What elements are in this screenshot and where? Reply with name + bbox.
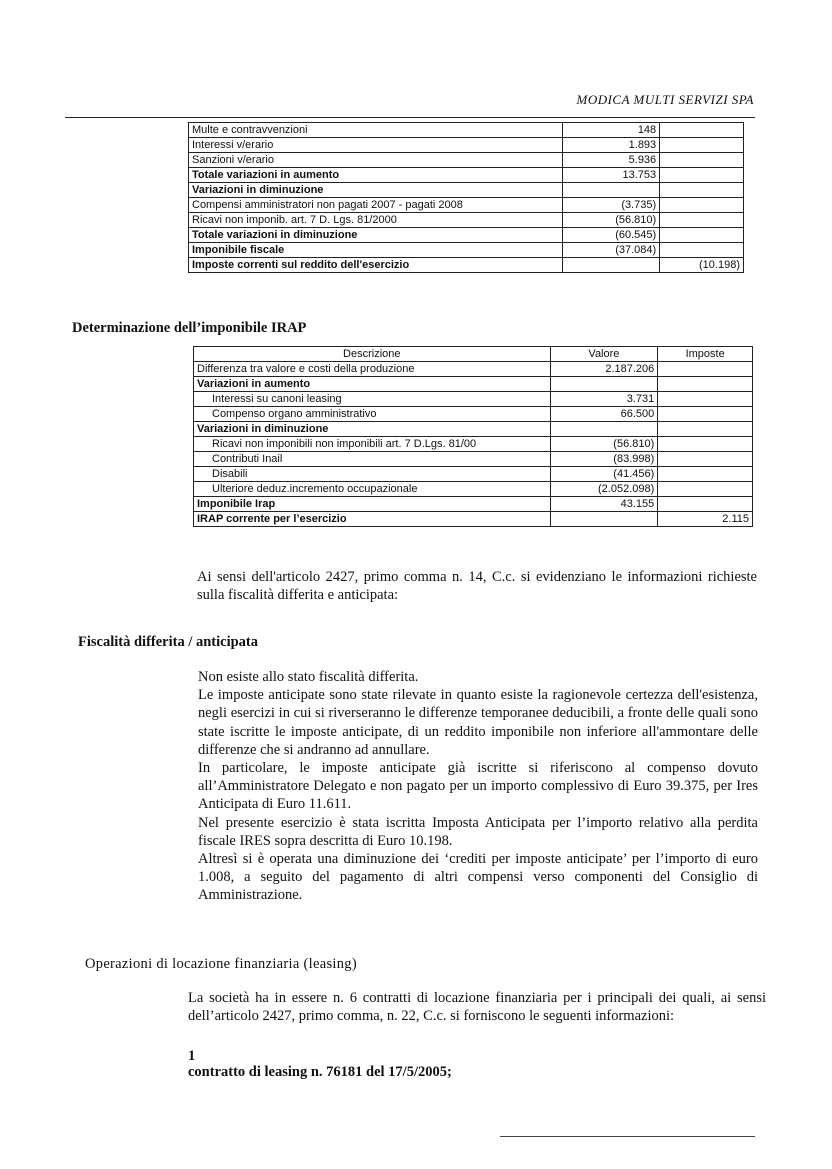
row-value: (41.456) [550,467,658,482]
row-label: Contributi Inail [194,452,551,467]
row-value [563,258,660,273]
row-tax: 2.115 [658,512,753,527]
table-row [189,138,744,153]
leasing-item-number: 1 [188,1048,196,1064]
row-tax [660,243,744,258]
row-tax [658,362,753,377]
row-value: (56.810) [563,213,660,228]
row-tax [660,138,744,153]
row-value: 2.187.206 [550,362,658,377]
row-label: Interessi v/erario [189,138,563,153]
row-value: (37.084) [563,243,660,258]
row-value: 5.936 [563,153,660,168]
table-row [189,153,744,168]
row-label: Differenza tra valore e costi della produzione [194,362,551,377]
table-row [194,362,753,377]
row-label: Compenso organo amministrativo [194,407,551,422]
row-value: 3.731 [550,392,658,407]
table-row [194,482,753,497]
row-label: Ulteriore deduz.incremento occupazionale [194,482,551,497]
intro-paragraph: Ai sensi dell'articolo 2427, primo comma n. 14, C.c. si evidenziano le informazioni richieste sulla fiscalità differita e anticipata: [197,569,757,604]
fiscal-paragraph: In particolare, le imposte anticipate già iscritte si riferiscono al compenso dovuto all’Amministratore Delegato e non pagato per un importo complessivo di Euro 39.375, per Ires Anticipata di Euro 11.611. [198,760,758,813]
table-row [194,422,753,437]
row-tax [660,168,744,183]
row-tax [658,392,753,407]
row-label: Ricavi non imponib. art. 7 D. Lgs. 81/2000 [189,213,563,228]
row-value: (60.545) [563,228,660,243]
row-tax [658,467,753,482]
table-row [194,377,753,392]
row-tax [658,377,753,392]
row-value: 148 [563,123,660,138]
row-label: Totale variazioni in diminuzione [189,228,563,243]
row-label: Variazioni in diminuzione [194,422,551,437]
row-tax [660,153,744,168]
fiscal-paragraph: Nel presente esercizio è stata iscritta Imposta Anticipata per l’importo relativo alla perdita fiscale IRES sopra descritta di Euro 10.198. [198,814,758,849]
fiscal-section-title: Fiscalità differita / anticipata [78,634,259,650]
row-label: Imposte correnti sul reddito dell'esercizio [189,258,563,273]
row-label: Disabili [194,467,551,482]
row-tax [658,437,753,452]
row-value: 66.500 [550,407,658,422]
table-row [194,392,753,407]
row-label: Variazioni in aumento [194,377,551,392]
row-label: IRAP corrente per l’esercizio [194,512,551,527]
row-label: Interessi su canoni leasing [194,392,551,407]
row-tax [660,198,744,213]
table-row [194,467,753,482]
row-label: Multe e contravvenzioni [189,123,563,138]
table-row [189,168,744,183]
row-value: (56.810) [550,437,658,452]
row-value [550,512,658,527]
table-row [189,213,744,228]
row-tax: (10.198) [660,258,744,273]
table-row [189,258,744,273]
leasing-contract: contratto di leasing n. 76181 del 17/5/2005; [188,1064,452,1080]
irap-header-value: Valore [550,347,658,362]
fiscal-paragraph: Altresì si è operata una diminuzione dei ‘crediti per imposte anticipate’ per l’importo di euro 1.008, a seguito del pagamento di altri compensi verso componenti del Consiglio di Amministrazione. [198,851,758,904]
row-value: 13.753 [563,168,660,183]
irap-header-description: Descrizione [194,347,551,362]
row-tax [658,422,753,437]
table-row [189,198,744,213]
row-tax [660,183,744,198]
fiscal-section-body [198,668,758,905]
leasing-paragraph: La società ha in essere n. 6 contratti di locazione finanziaria per i principali dei quali, ai sensi dell’articolo 2427, primo comma, n. 22, C.c. si forniscono le seguenti informazioni: [188,990,766,1025]
fiscal-paragraph: Le imposte anticipate sono state rilevate in quanto esiste la ragionevole certezza dell'esistenza, negli esercizi in cui si riverseranno le differenze temporanee deducibili, a fronte delle quali sono state iscritte le imposte anticipate, di un reddito imponibile non inferiore all'ammontare delle differenze che si andranno ad annullare. [198,687,758,758]
row-label: Totale variazioni in aumento [189,168,563,183]
row-label: Imponibile fiscale [189,243,563,258]
table-row [189,123,744,138]
row-value: (2.052.098) [550,482,658,497]
fiscal-paragraph: Non esiste allo stato fiscalità differita. [198,669,419,685]
row-label: Imponibile Irap [194,497,551,512]
row-tax [660,228,744,243]
irap-header-row [194,347,753,362]
table-row [194,437,753,452]
table-row [194,452,753,467]
irap-section-title: Determinazione dell’imponibile IRAP [72,320,307,336]
row-value: (3.735) [563,198,660,213]
table-row [194,497,753,512]
row-tax [660,213,744,228]
row-label: Variazioni in diminuzione [189,183,563,198]
irap-header-tax: Imposte [658,347,753,362]
row-tax [658,482,753,497]
ires-table [188,122,744,273]
row-value [563,183,660,198]
table-row [189,228,744,243]
row-label: Compensi amministratori non pagati 2007 - pagati 2008 [189,198,563,213]
row-label: Sanzioni v/erario [189,153,563,168]
row-value: 43.155 [550,497,658,512]
row-value [550,377,658,392]
leasing-section-title: Operazioni di locazione finanziaria (leasing) [85,956,357,972]
row-value [550,422,658,437]
table-row [194,407,753,422]
row-tax [660,123,744,138]
header-rule [65,117,755,118]
company-header: MODICA MULTI SERVIZI SPA [576,92,754,107]
row-value: (83.998) [550,452,658,467]
table-row [189,183,744,198]
footer-rule [500,1136,755,1137]
table-row [194,512,753,527]
row-value: 1.893 [563,138,660,153]
irap-table [193,346,753,527]
row-tax [658,407,753,422]
row-tax [658,452,753,467]
row-label: Ricavi non imponibili non imponibili art. 7 D.Lgs. 81/00 [194,437,551,452]
row-tax [658,497,753,512]
table-row [189,243,744,258]
